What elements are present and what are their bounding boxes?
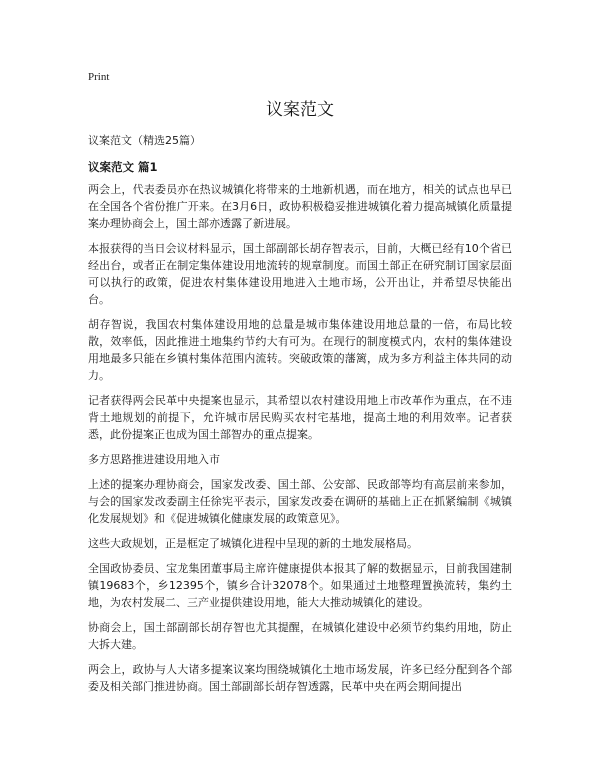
- document-title: 议案范文: [266, 100, 334, 120]
- document-body: [88, 181, 512, 703]
- paragraph: 协商会上，国土部副部长胡存智也尤其提醒，在城镇化建设中必须节约集约用地，防止大拆大建。: [88, 621, 512, 651]
- paragraph: 两会上，代表委员亦在热议城镇化将带来的土地新机遇，而在地方，相关的试点也早已在全国各个省份推广开来。在3月6日，政协积极稳妥推进城镇化着力提高城镇化质量提案办理协商会上，国土部亦透露了新进展。: [88, 183, 512, 230]
- paragraph-subheading: 多方思路推进建设用地入市: [88, 453, 220, 466]
- paragraph: 这些大政规划，正是框定了城镇化进程中呈现的新的土地发展格局。: [88, 537, 418, 550]
- paragraph: 全国政协委员、宝龙集团董事局主席许健康提供本报其了解的数据显示，目前我国建制镇19683个，乡12395个，镇乡合计32078个。如果通过土地整理置换流转，集约土地，为农村发展二、三产业提供建设用地，能大大推动城镇化的建设。: [88, 562, 512, 609]
- paragraph: 两会上，政协与人大诸多提案议案均围绕城镇化土地市场发展，许多已经分配到各个部委及相关部门推进协商。国土部副部长胡存智透露，民革中央在两会期间提出: [88, 663, 512, 693]
- paragraph: 胡存智说，我国农村集体建设用地的总量是城市集体建设用地总量的一倍，布局比较散，效率低，因此推进土地集约节约大有可为。在现行的制度模式内，农村的集体建设用地最多只能在乡镇村集体范围内流转。突破政策的藩篱，成为多方利益主体共同的动力。: [88, 318, 512, 382]
- print-link[interactable]: Print: [88, 71, 110, 83]
- paragraph: 记者获得两会民革中央提案也显示，其希望以农村建设用地上市改革作为重点，在不违背土地规划的前提下，允许城市居民购买农村宅基地，提高土地的利用效率。记者获悉，此份提案正也成为国土部智办的重点提案。: [88, 394, 512, 441]
- paragraph: 本报获得的当日会议材料显示，国土部副部长胡存智表示，目前，大概已经有10个省已经出台，或者正在制定集体建设用地流转的规章制度。而国土部正在研究制订国家层面可以执行的政策，促进农村集体建设用地进入土地市场，公开出让，并希望尽快能出台。: [88, 242, 512, 306]
- paragraph: 上述的提案办理协商会，国家发改委、国土部、公安部、民政部等均有高层前来参加，与会的国家发改委副主任徐宪平表示，国家发改委在调研的基础上正在抓紧编制《城镇化发展规划》和《促进城镇化健康发展的政策意见》。: [88, 478, 512, 525]
- section-heading: 议案范文 篇1: [88, 160, 158, 174]
- document-subtitle: 议案范文（精选25篇）: [88, 134, 201, 147]
